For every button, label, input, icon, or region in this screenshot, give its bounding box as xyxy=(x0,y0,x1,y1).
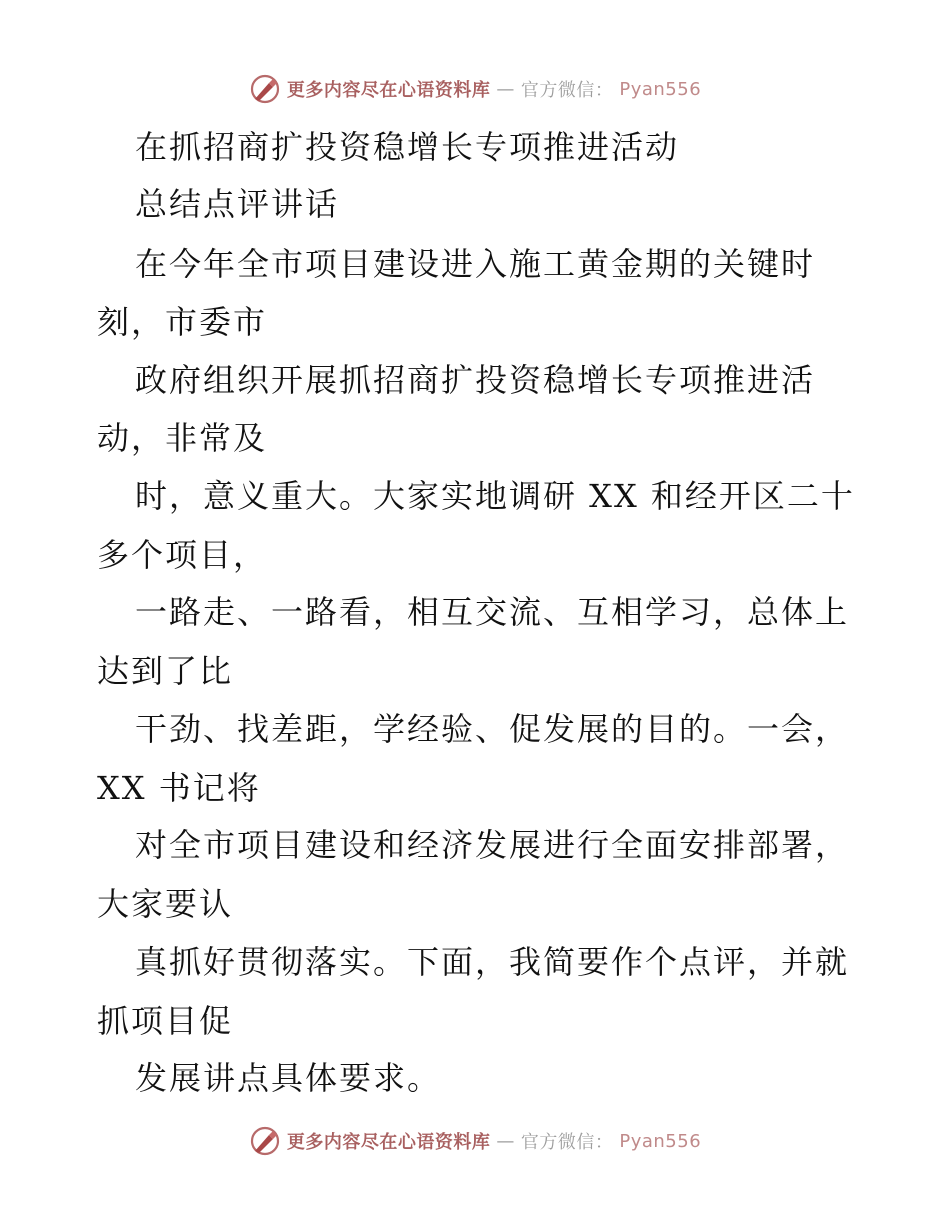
watermark-dash: — xyxy=(496,78,515,100)
paragraph-line: 对全市项目建设和经济发展进行全面安排部署， xyxy=(135,826,850,864)
footer-watermark xyxy=(0,1124,950,1158)
paragraph-line: 在今年全市项目建设进入施工黄金期的关键时 xyxy=(135,245,816,283)
paragraph-line: 时，意义重大。大家实地调研 XX 和经开区二十 xyxy=(135,477,855,515)
paragraph-line: XX 书记将 xyxy=(97,769,261,807)
paragraph-line: 真抓好贯彻落实。下面，我简要作个点评，并就 xyxy=(135,943,850,981)
header-watermark xyxy=(0,72,950,106)
title-line-2: 总结点评讲话 xyxy=(135,185,340,223)
paragraph-line: 政府组织开展抓招商扩投资稳增长专项推进活 xyxy=(135,361,816,399)
title-line-1: 在抓招商扩投资稳增长专项推进活动 xyxy=(135,128,680,166)
paragraph-line: 一路走、一路看，相互交流、互相学习，总体上 xyxy=(135,593,850,631)
watermark-sub-text: 官方微信： xyxy=(520,1132,614,1153)
paragraph-line: 达到了比 xyxy=(97,652,234,690)
watermark-sub-text: 官方微信： xyxy=(520,80,614,101)
paragraph-line: 动，非常及 xyxy=(97,419,268,457)
watermark-id: Pyan556 xyxy=(619,1130,702,1152)
paragraph-line: 大家要认 xyxy=(97,885,234,923)
watermark-id: Pyan556 xyxy=(619,78,702,100)
watermark-main-text: 更多内容尽在心语资料库 xyxy=(286,1132,491,1153)
paragraph-line: 发展讲点具体要求。 xyxy=(135,1059,442,1097)
pen-logo-icon xyxy=(249,73,281,105)
watermark-dash: — xyxy=(496,1130,515,1152)
watermark-main-text: 更多内容尽在心语资料库 xyxy=(286,80,491,101)
paragraph-line: 抓项目促 xyxy=(97,1002,234,1040)
paragraph-line: 刻，市委市 xyxy=(97,303,268,341)
paragraph-line: 干劲、找差距，学经验、促发展的目的。一会， xyxy=(135,710,850,748)
paragraph-line: 多个项目， xyxy=(97,536,268,574)
pen-logo-icon xyxy=(249,1125,281,1157)
